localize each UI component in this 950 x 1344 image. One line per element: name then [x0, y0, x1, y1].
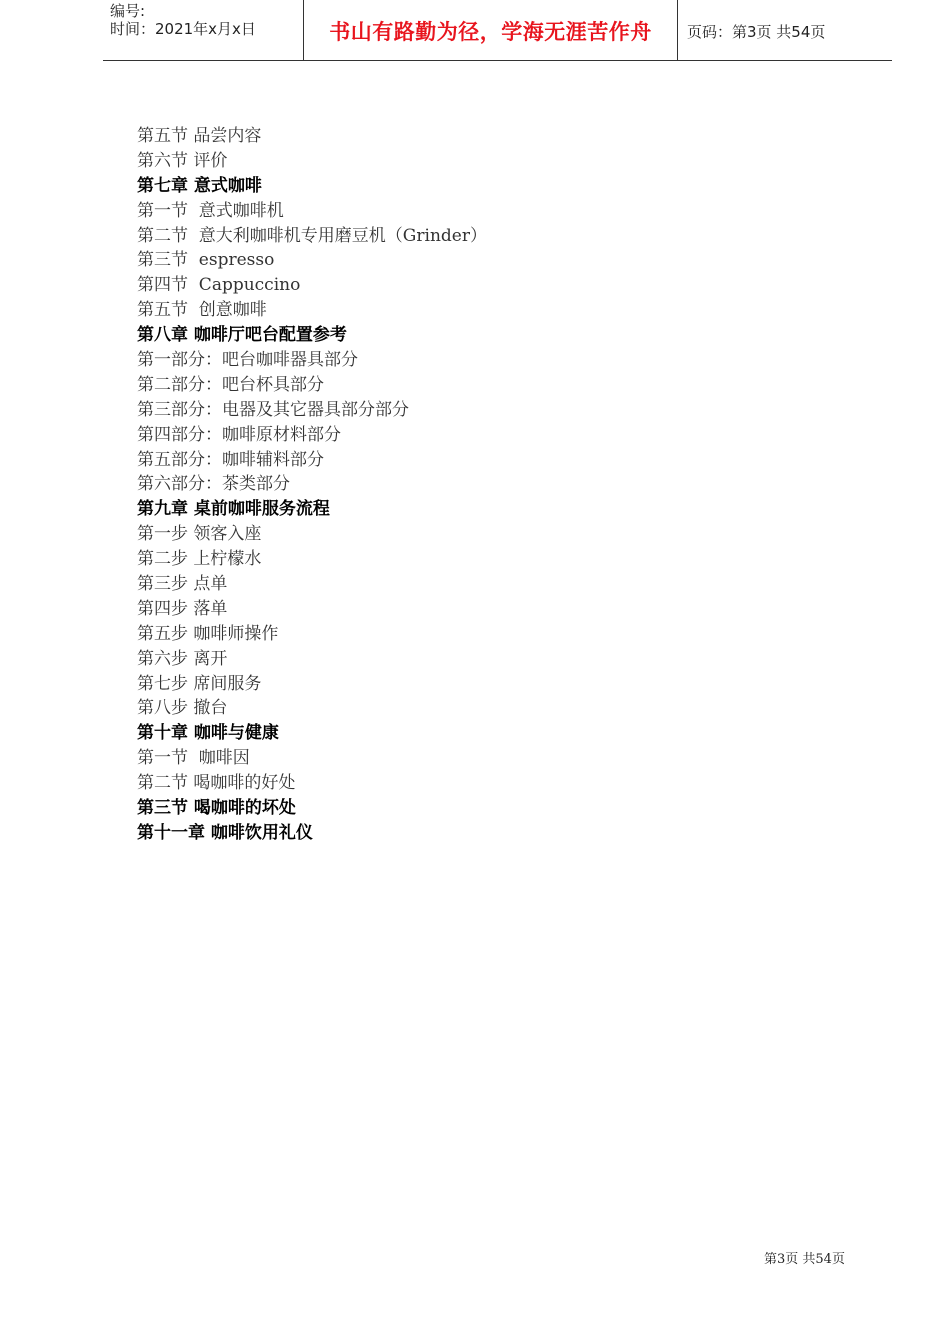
toc-chapter-heading: 第三节 喝咖啡的坏处 — [137, 798, 296, 819]
toc-entry: 第二步 上柠檬水 — [137, 549, 262, 570]
toc-entry: 第一节 意式咖啡机 — [137, 200, 284, 221]
document-number-label: 编号: — [110, 2, 146, 20]
toc-entry: 第五节 品尝内容 — [137, 126, 262, 146]
toc-entry: 第六部分：茶类部分 — [137, 474, 290, 495]
header-meta — [110, 2, 300, 38]
toc-entry: 第四部分：咖啡原材料部分 — [137, 424, 341, 445]
toc-chapter-heading: 第八章 咖啡厅吧台配置参考 — [137, 325, 347, 346]
page-header — [103, 0, 892, 61]
toc-entry: 第七步 席间服务 — [137, 673, 262, 694]
toc-chapter-heading: 第七章 意式咖啡 — [137, 175, 262, 196]
page-footer: 第3页 共54页 — [764, 1252, 845, 1267]
header-page-info: 页码：第3页 共54页 — [687, 23, 826, 41]
toc-entry: 第五部分：咖啡辅料部分 — [137, 449, 324, 470]
table-of-contents — [137, 124, 837, 846]
toc-entry: 第六步 离开 — [137, 648, 228, 669]
toc-chapter-heading: 第九章 桌前咖啡服务流程 — [137, 499, 330, 520]
toc-entry: 第三部分：电器及其它器具部分部分 — [137, 399, 409, 420]
toc-entry: 第一节 咖啡因 — [137, 748, 250, 769]
toc-entry: 第一步 领客入座 — [137, 524, 262, 545]
toc-entry: 第六节 评价 — [137, 150, 228, 171]
toc-entry: 第四节 Cappuccino — [137, 275, 301, 296]
toc-entry: 第二部分：吧台杯具部分 — [137, 374, 324, 395]
toc-entry: 第五步 咖啡师操作 — [137, 623, 279, 644]
document-date: 时间：2021年x月x日 — [110, 20, 256, 38]
toc-chapter-heading: 第十章 咖啡与健康 — [137, 723, 279, 744]
toc-entry: 第一部分：吧台咖啡器具部分 — [137, 350, 358, 371]
toc-entry: 第三节 espresso — [137, 250, 275, 271]
header-divider — [677, 0, 678, 60]
toc-entry: 第二节 意大利咖啡机专用磨豆机（Grinder） — [137, 225, 487, 246]
toc-entry: 第二节 喝咖啡的好处 — [137, 773, 296, 794]
toc-chapter-heading: 第十一章 咖啡饮用礼仪 — [137, 822, 313, 843]
header-motto: 书山有路勤为径，学海无涯苦作舟 — [329, 20, 652, 44]
toc-entry: 第五节 创意咖啡 — [137, 300, 267, 321]
toc-entry: 第三步 点单 — [137, 574, 228, 595]
toc-entry: 第八步 撤台 — [137, 698, 228, 719]
toc-entry: 第四步 落单 — [137, 598, 228, 619]
